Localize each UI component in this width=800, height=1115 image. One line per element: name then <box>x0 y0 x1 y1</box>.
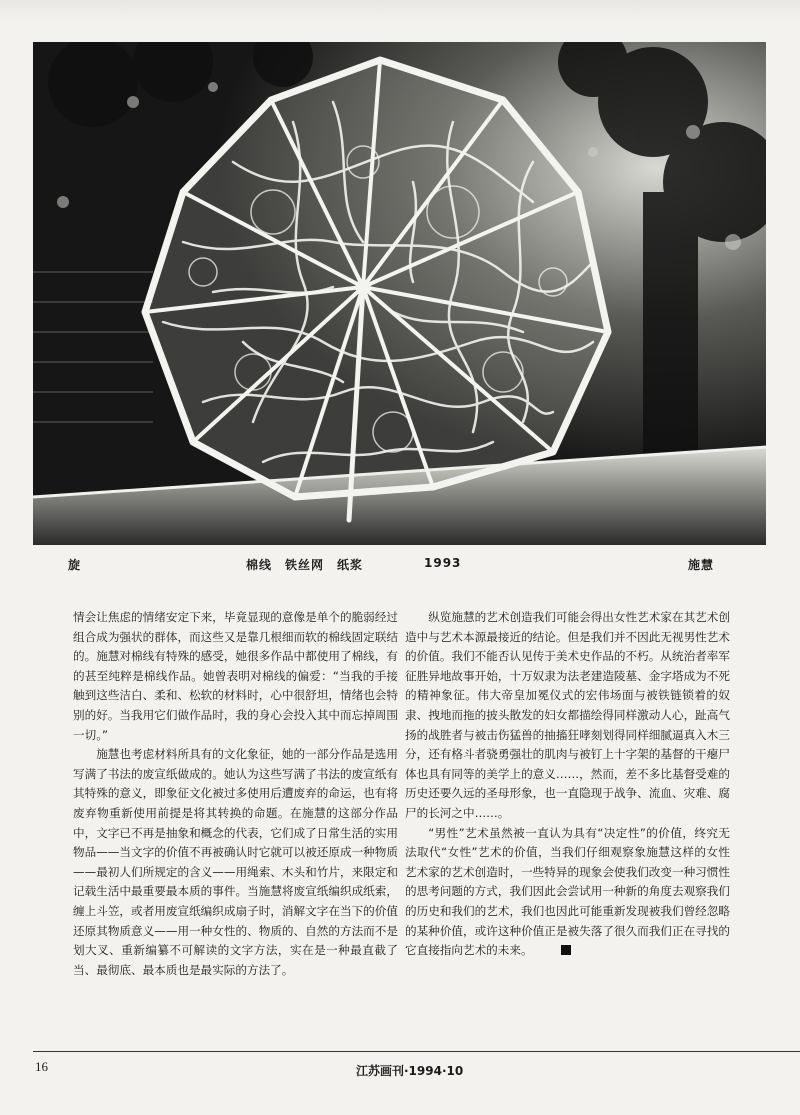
caption-title: 旋 <box>68 558 82 572</box>
caption-year: 1993 <box>424 556 462 570</box>
publication-footer: 江苏画刊·1994·10 <box>356 1064 464 1078</box>
article-paragraph: “男性”艺术虽然被一直认为具有“决定性”的价值，终究无法取代“女性”艺术的价值，当我们仔细观察象施慧这样的女性艺术家的艺术创造时，一些特异的现象会使我们改变一种习惯性的思考问题的方式，我们因此会尝试用一种新的角度去观察我们的历史和我们的艺术，我们也因此可能重新发现被我们曾经忽略的某种价值，或许这种价值正是被失落了很久而我们正在寻找的它直接指向艺术的未来。 <box>405 825 730 958</box>
article-paragraph: 施慧也考虑材料所具有的文化象征，她的一部分作品是选用写满了书法的废宣纸做成的。她认为这些写满了书法的废宣纸有其特殊的意义，即象征文化被过多使用后遭废弃的命运，也有将废弃物重新使用前提是将其转换的命题。在施慧的这部分作品中，文字已不再是抽象和概念的代表，它们成了日常生活的实用物品——当文字的价值不再被确认时它就可以被还原成一种物质——最初人们所规定的含义——用绳索、木头和竹片，来限定和记载生活中最重要最本质的事件。当施慧将废宣纸编织成纸索，缠上斗笠，或者用废宣纸编织成扇子时，消解文字在当下的价值还原其物质意义——用一种女性的、物质的、自然的方法而不是划大叉、重新编纂不可解读的文字方法，实在是一种最直截了当、最彻底、最本质也是最实际的方法了。 <box>73 747 398 977</box>
article-left-column <box>73 608 398 980</box>
article-right-column <box>405 608 730 961</box>
umbrella-sculpture-photo <box>33 42 766 545</box>
page-top-edge <box>0 0 800 22</box>
caption-materials: 棉线 铁丝网 纸浆 <box>246 558 364 572</box>
article-paragraph: 情会让焦虑的情绪安定下来，毕竟显现的意像是单个的脆弱经过组合成为强状的群体，而这些又是靠几根细而软的棉线固定联结的。施慧对棉线有特殊的感受，她很多作品中都使用了棉线，有的甚至纯粹是棉线作品。她曾表明对棉线的偏爱：“当我的手接触到这些洁白、柔和、松软的材料时，心中很舒坦，情绪也会特别的好。当我用它们做作品时，我的身心会投入其中而忘掉周围一切。” <box>73 610 398 742</box>
end-of-article-mark <box>561 945 571 955</box>
caption-artist: 施慧 <box>688 558 715 572</box>
footer-rule <box>33 1051 800 1052</box>
page-number: 16 <box>35 1059 48 1074</box>
article-paragraph: 纵览施慧的艺术创造我们可能会得出女性艺术家在其艺术创造中与艺术本源最接近的结论。但是我们并不因此无视男性艺术的价值。我们不能否认见传于美术史作品的不朽。从统治者率军征胜异地故事开始，十万奴隶为法老建造陵墓、金字塔成为不死的精神象征。伟大帝皇加冕仪式的宏伟场面与被铁链锁着的奴隶、拽地而拖的披头散发的妇女都描绘得同样激动人心，趾高气扬的战胜者与被击伤猛兽的抽搐狂哮刻划得同样细腻逼真入木三分，还有格斗者骁勇强壮的肌肉与被钉上十字架的基督的干瘪尸体也具有同等的美学上的意义……，然而，差不多比基督受难的历史还要久远的圣母形象，也一直隐现于战争、流血、灾难、腐尸的长河之中……。 <box>405 610 730 820</box>
